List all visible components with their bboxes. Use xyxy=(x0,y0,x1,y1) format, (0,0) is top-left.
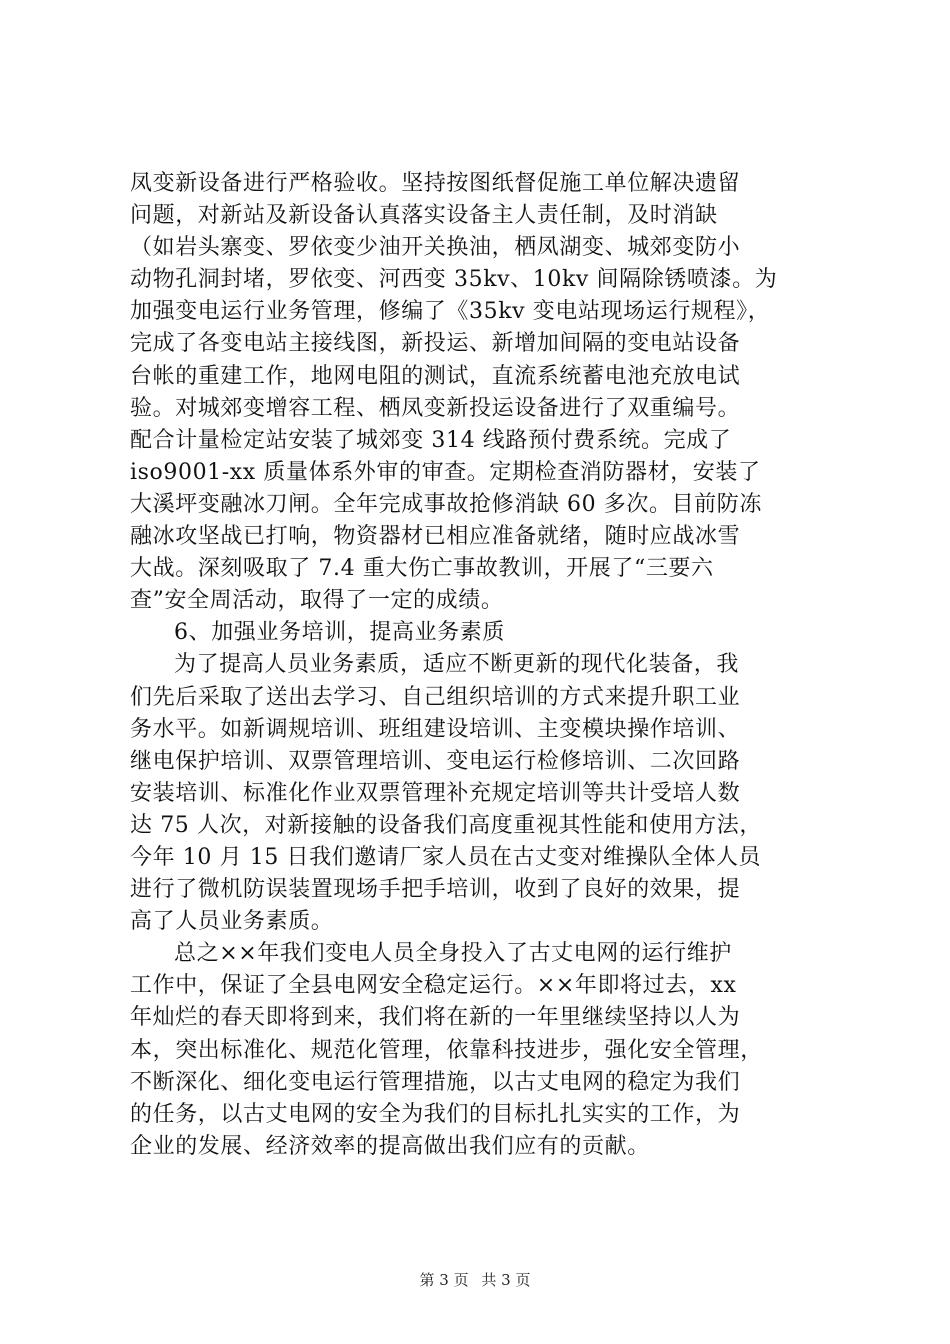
text-line: 凤变新设备进行严格验收。坚持按图纸督促施工单位解决遗留 xyxy=(130,171,741,196)
document-body xyxy=(130,168,850,1163)
text-line: 达 75 人次，对新接触的设备我们高度重视其性能和使用方法， xyxy=(130,812,762,838)
text-line: 完成了各变电站主接线图，新投运、新增加间隔的变电站设备 xyxy=(130,331,741,357)
text-line: 大溪坪变融冰刀闸。全年完成事故抢修消缺 60 多次。目前防冻 xyxy=(130,491,762,517)
text-line: 企业的发展、经济效率的提高做出我们应有的贡献。 xyxy=(130,1133,650,1159)
text-line: 融冰攻坚战已打响，物资器材已相应准备就绪，随时应战冰雪 xyxy=(130,524,741,550)
text-line: 验。对城郊变增容工程、栖凤变新投运设备进行了双重编号。 xyxy=(130,395,741,421)
text-line: 动物孔洞封堵，罗依变、河西变 35kv、10kv 间隔除锈喷漆。为 xyxy=(130,267,778,293)
text-line: 进行了微机防误装置现场手把手培训，收到了良好的效果，提 xyxy=(130,877,741,903)
text-line: 本，突出标准化、规范化管理，依靠科技进步，强化安全管理， xyxy=(130,1037,763,1063)
text-line: 大战。深刻吸取了 7.4 重大伤亡事故教训，开展了“三要六 xyxy=(130,556,714,582)
text-line: 继电保护培训、双票管理培训、变电运行检修培训、二次回路 xyxy=(130,748,741,774)
text-line: （如岩头寨变、罗依变少油开关换油，栖凤湖变、城郊变防小 xyxy=(130,235,741,261)
page-number: 第 3 页 xyxy=(419,1271,469,1289)
text-line: 问题，对新站及新设备认真落实设备主人责任制，及时消缺 xyxy=(130,203,718,229)
text-line: 配合计量检定站安装了城郊变 314 线路预付费系统。完成了 xyxy=(130,427,732,453)
text-line: 的任务，以古丈电网的安全为我们的目标扎扎实实的工作，为 xyxy=(130,1101,741,1127)
text-line: 年灿烂的春天即将到来，我们将在新的一年里继续坚持以人为 xyxy=(130,1005,741,1031)
section-heading: 6、加强业务培训，提高业务素质 xyxy=(174,620,505,646)
text-line: 查”安全周活动，取得了一定的成绩。 xyxy=(130,588,504,614)
text-line: 工作中，保证了全县电网安全稳定运行。××年即将过去，xx xyxy=(130,973,737,999)
text-line: 高了人员业务素质。 xyxy=(130,909,334,935)
text-line: 务水平。如新调规培训、班组建设培训、主变模块操作培训、 xyxy=(130,716,741,742)
text-line: 今年 10 月 15 日我们邀请厂家人员在古丈变对维操队全体人员 xyxy=(130,844,762,870)
text-line: 安装培训、标准化作业双票管理补充规定培训等共计受培人数 xyxy=(130,780,741,806)
text-line: 总之××年我们变电人员全身投入了古丈电网的运行维护 xyxy=(174,941,732,967)
page-footer xyxy=(0,1270,950,1290)
text-line: 为了提高人员业务素质，适应不断更新的现代化装备，我 xyxy=(174,652,740,678)
text-line: 不断深化、细化变电运行管理措施，以古丈电网的稳定为我们 xyxy=(130,1069,741,1095)
page-total: 共 3 页 xyxy=(481,1271,531,1289)
text-line: iso9001-xx 质量体系外审的审查。定期检查消防器材，安装了 xyxy=(130,459,761,485)
text-line: 加强变电运行业务管理，修编了《35kv 变电站现场运行规程》， xyxy=(130,299,771,325)
text-line: 台帐的重建工作，地网电阻的测试，直流系统蓄电池充放电试 xyxy=(130,363,741,389)
text-line: 们先后采取了送出去学习、自己组织培训的方式来提升职工业 xyxy=(130,684,741,710)
